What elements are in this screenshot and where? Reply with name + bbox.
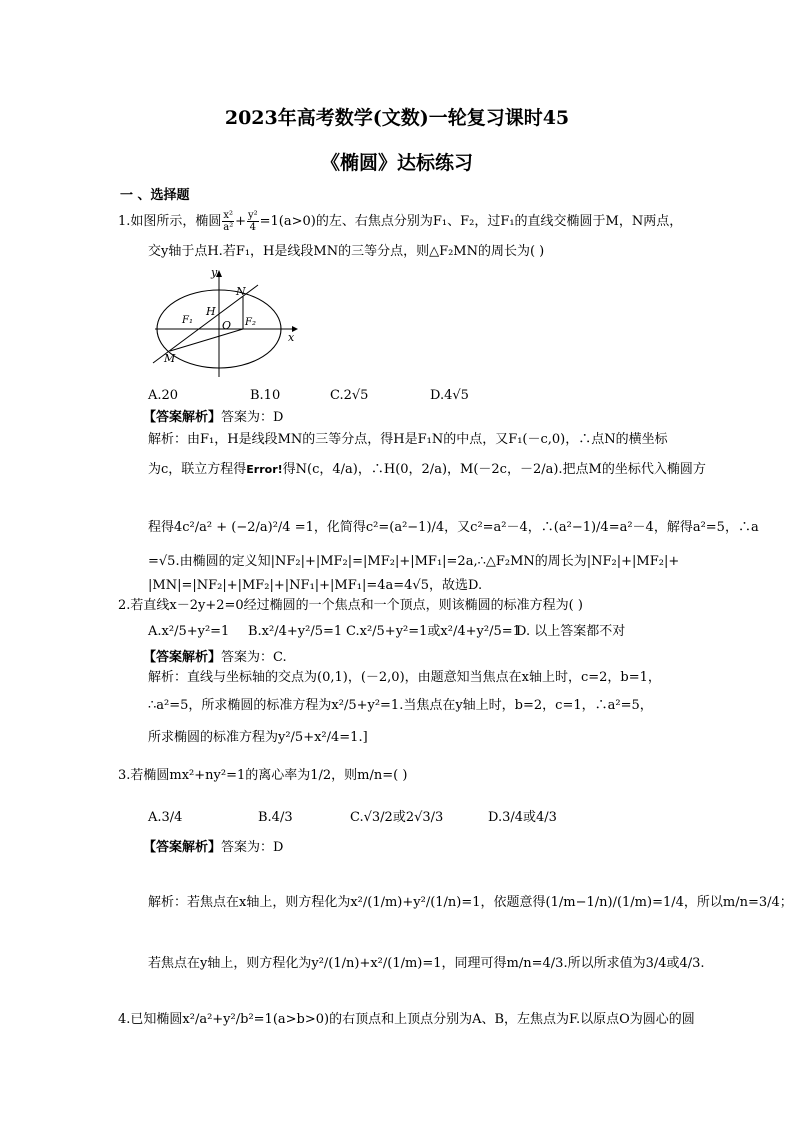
label-n: N [236, 285, 246, 298]
q2-option-a: A.x²/5+y²=1 [148, 624, 230, 639]
q1-solution-line1: 解析：由F₁，H是线段MN的三等分点，得H是F₁N的中点，又F₁(－c,0)，∴点N的横坐标 [148, 432, 668, 447]
q2-option-d: D. 以上答案都不对 [516, 624, 626, 639]
label-h: H [206, 305, 216, 318]
q4-stem: 4.已知椭圆x²/a²+y²/b²=1(a>b>0)的右顶点和上顶点分别为A、B，左焦点为F.以原点O为圆心的圆 [118, 1012, 695, 1027]
error-marker: Error! [246, 463, 283, 476]
q1-answer: 【答案解析】答案为：D [143, 410, 284, 425]
label-m: M [164, 352, 176, 365]
document-title: 2023年高考数学(文数)一轮复习课时45 [224, 107, 570, 129]
q3-solution-line2: 若焦点在y轴上，则方程化为y²/(1/n)+x²/(1/m)=1，同理可得m/n=4/3.所以所求值为3/4或4/3. [148, 956, 705, 971]
q1-solution-line3: 程得4c²/a² + (−2/a)²/4 =1，化简得c²=(a²−1)/4，又c²=a²－4，∴(a²−1)/4=a²－4，解得a²=5，∴a [148, 520, 759, 535]
q2-stem: 2.若直线x－2y+2=0经过椭圆的一个焦点和一个顶点，则该椭圆的标准方程为( ) [118, 598, 583, 613]
label-y: y [211, 266, 218, 279]
q3-answer: 【答案解析】答案为：D [143, 840, 284, 855]
q3-solution-line1: 解析：若焦点在x轴上，则方程化为x²/(1/m)+y²/(1/n)=1，依题意得(1/m−1/n)/(1/m)=1/4，所以m/n=3/4； [148, 895, 793, 910]
q2-option-c: C.x²/5+y²=1或x²/4+y²/5=1 [346, 624, 521, 639]
q1-option-d: D.4√5 [430, 388, 469, 403]
q1-solution-line5: |MN|=|NF₂|+|MF₂|+|NF₁|+|MF₁|=4a=4√5，故选D. [148, 578, 483, 593]
q1-solution-line2: 为c，联立方程得Error!得N(c，4/a)，∴H(0，2/a)，M(－2c，－2/a).把点M的坐标代入椭圆方 [148, 462, 706, 477]
q2-answer: 【答案解析】答案为：C. [143, 650, 287, 665]
q2-solution-line1: 解析：直线与坐标轴的交点为(0,1)，(－2,0)，由题意知当焦点在x轴上时，c=2，b=1， [148, 670, 661, 685]
q1-option-c: C.2√5 [330, 388, 369, 403]
q3-option-a: A.3/4 [148, 810, 183, 825]
q3-option-d: D.3/4或4/3 [488, 810, 557, 825]
label-x: x [288, 331, 295, 344]
q2-option-b: B.x²/4+y²/5=1 [248, 624, 343, 639]
q1-stem-line1: 1.如图所示，椭圆 $\frac{\text{x²}}{\text{a²}}$ + $\frac{\text{y²}}{4}$ =1(a>0)的左、右焦点分别为F₁、F₂，过F₁的直线交椭圆于M，N两点， [118, 210, 683, 233]
label-f2: F₂ [245, 317, 256, 328]
q2-solution-line3: 所求椭圆的标准方程为y²/5+x²/4=1.] [148, 730, 368, 745]
document-subtitle: 《椭圆》达标练习 [320, 152, 473, 174]
q1-solution-line4: =√5.由椭圆的定义知|NF₂|+|MF₂|=|MF₂|+|MF₁|=2a,∴△F₂MN的周长为|NF₂|+|MF₂|+ [148, 554, 680, 569]
q1-option-b: B.10 [250, 388, 281, 403]
q2-solution-line2: ∴a²=5，所求椭圆的标准方程为x²/5+y²=1.当焦点在y轴上时，b=2，c=1，∴a²=5， [148, 698, 653, 713]
label-o: O [222, 319, 232, 332]
q1-option-a: A.20 [148, 388, 179, 403]
q3-option-c: C.√3/2或2√3/3 [350, 810, 444, 825]
label-f1: F₁ [182, 315, 193, 326]
ellipse-figure [150, 265, 310, 380]
q3-stem: 3.若椭圆mx²+ny²=1的离心率为1/2，则m/n=( ) [118, 768, 408, 783]
section-heading: 一 、选择题 [120, 188, 190, 203]
q3-option-b: B.4/3 [258, 810, 293, 825]
q1-stem-line2: 交y轴于点H.若F₁，H是线段MN的三等分点，则△F₂MN的周长为( ) [148, 244, 545, 259]
segment-mf2 [170, 329, 243, 351]
